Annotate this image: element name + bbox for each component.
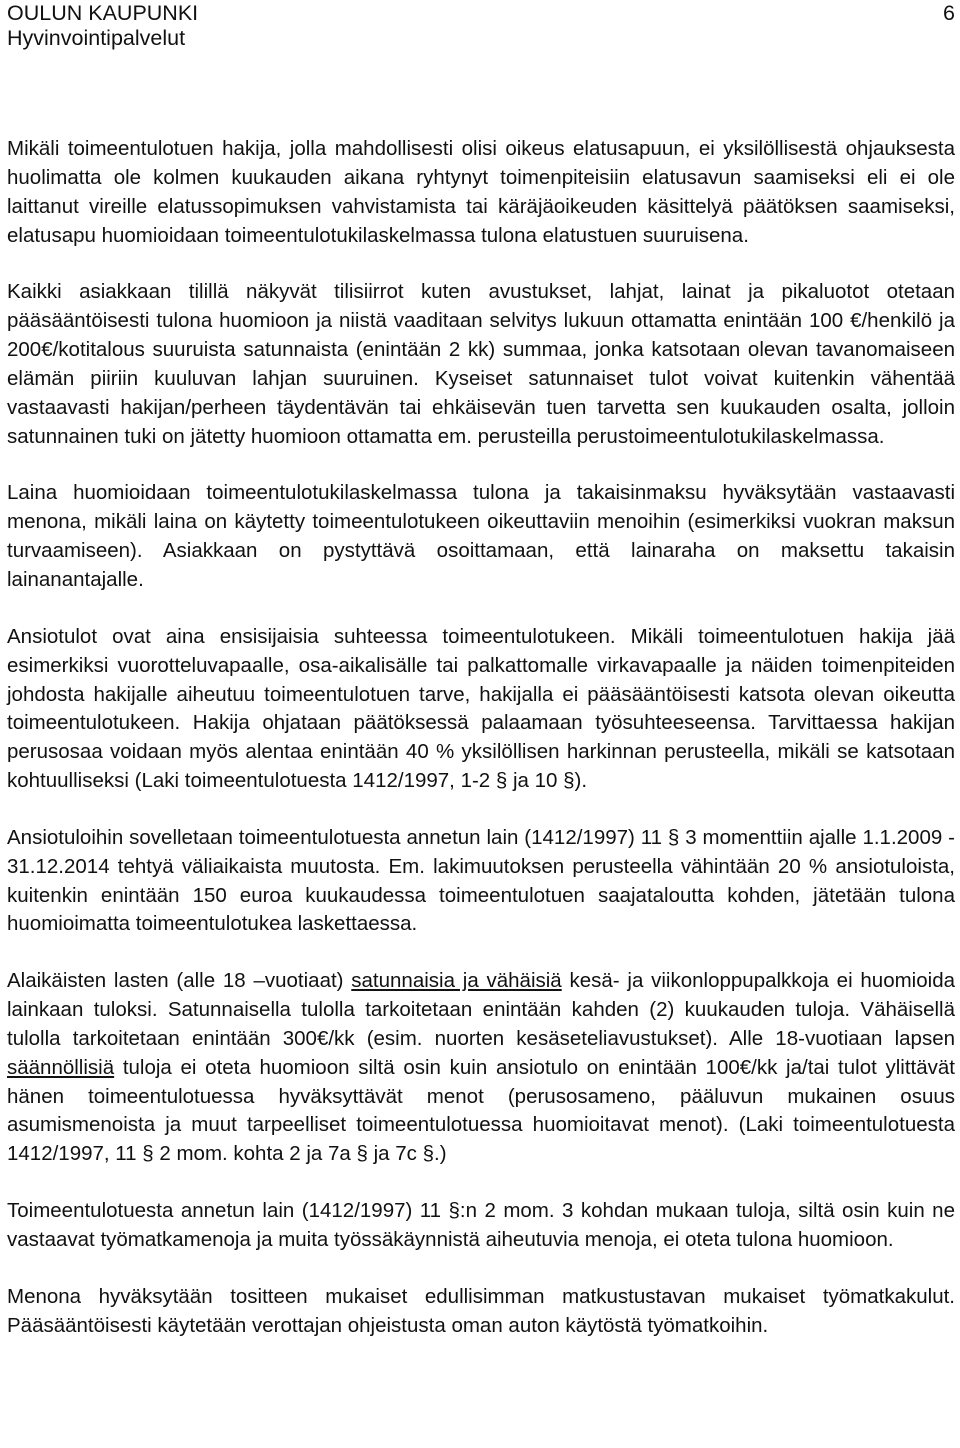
underlined-regular: säännöllisiä bbox=[7, 1055, 115, 1079]
document-page bbox=[7, 0, 955, 1337]
page-number: 6 bbox=[943, 1, 955, 25]
paragraph-commuting-expenses: Menona hyväksytään tositteen mukaiset edullisimman matkustustavan mukaiset työmatkakulut. Pääsääntöisesti käytetään verottajan ohjeistusta oman auton käytöstä työmatkoihin. bbox=[7, 1284, 955, 1337]
paragraph-earned-income: Ansiotulot ovat aina ensisijaisia suhteessa toimeentulotukeen. Mikäli toimeentulotuen hakija jää esimerkiksi vuorotteluvapaalle, osa-aikalisälle tai palkattomalle virkavapaalle ja näiden toimenpiteiden johdosta hakijalle aiheutuu toimeentulotuen tarve, hakijalla ei pääsääntöisesti katsota olevan oikeutta toimeentulotukeen. Hakija ohjataan päätöksessä palaamaan työsuhteeseensa. Tarvittaessa hakijan perusosaa voidaan myös alentaa enintään 40 % yksilöllisen harkinnan perusteella, mikäli se katsotaan kohtuulliseksi (Laki toimeentulotuesta 1412/1997, 1-2 § ja 10 §). bbox=[7, 624, 955, 793]
minors-text-middle: kesä- ja viikonloppupalkkoja ei huomioida lainkaan tuloksi. Satunnaisella tulolla tarkoitetaan enintään kahden (2) kuukauden tuloja. Vähäisellä tulolla tarkoitetaan enintään 300€/kk (esim. nuorten kesäseteliavustukset). Alle 18-vuotiaan lapsen bbox=[7, 969, 955, 1050]
paragraph-account-transfers: Kaikki asiakkaan tilillä näkyvät tilisiirrot kuten avustukset, lahjat, lainat ja pikaluotot otetaan pääsääntöisesti tulona huomioon ja niistä vaaditaan selvitys lukuun ottamatta enintään 100 €/henkilö ja 200€/kotitalous suuruista satunnaista (enintään 2 kk) summaa, jonka katsotaan olevan tavanomaiseen elämän piiriin kuuluvan lahjan suuruinen. Kyseiset satunnaiset tulot voivat kuitenkin vähentää vastaavasti hakijan/perheen täydentävän tai ehkäisevän tuen tarvetta sen kuukauden osalta, jolloin satunnainen tuki on jätetty huomioon ottamatta em. perusteilla perustoimeentulotukilaskelmassa. bbox=[7, 280, 955, 448]
page-header bbox=[7, 0, 955, 60]
paragraph-loans: Laina huomioidaan toimeentulotukilaskelmassa tulona ja takaisinmaksu hyväksytään vastaavasti menona, mikäli laina on käytetty toimeentulotukeen oikeuttaviin menoihin (esimerkiksi vuokran maksun turvaamiseen). Asiakkaan on pystyttävä osoittamaan, että lainaraha on maksettu takaisin lainanantajalle. bbox=[7, 481, 955, 591]
paragraph-minors-income bbox=[7, 967, 955, 1169]
paragraph-commuting-costs-law: Toimeentulotuesta annetun lain (1412/1997) 11 §:n 2 mom. 3 kohdan mukaan tuloja, siltä osin kuin ne vastaavat työmatkamenoja ja muita työssäkäynnistä aiheutuvia menoja, ei oteta tulona huomioon. bbox=[7, 1199, 955, 1251]
underlined-occasional-minor: satunnaisia ja vähäisiä bbox=[351, 969, 562, 993]
minors-text-after: tuloja ei oteta huomioon siltä osin kuin ansiotulo on enintään 100€/kk ja/tai tulot ylittävät hänen toimeentulotuessa hyväksyttävät menot (perusosameno, pääluvun mukainen osuus asumismenoista ja muut tarpeelliset toimeentulotuessa huomioitavat menot). (Laki toimeentulotuesta 1412/1997, 11 § 2 mom. kohta 2 ja 7a § ja 7c §.) bbox=[7, 1055, 955, 1166]
document-body bbox=[7, 135, 955, 1369]
minors-text-before: Alaikäisten lasten (alle 18 –vuotiaat) bbox=[7, 969, 352, 993]
paragraph-earned-income-deduction: Ansiotuloihin sovelletaan toimeentulotuesta annetun lain (1412/1997) 11 § 3 momenttiin ajalle 1.1.2009 - 31.12.2014 tehtyä väliaikaista muutosta. Em. lakimuutoksen perusteella vähintään 20 % ansiotuloista, kuitenkin enintään 150 euroa kuukaudessa toimeentulotuen saajataloutta kohden, jätetään tulona huomioimatta toimeentulotukea laskettaessa. bbox=[7, 825, 955, 936]
organization-name: OULUN KAUPUNKI bbox=[7, 1, 199, 25]
paragraph-child-support: Mikäli toimeentulotuen hakija, jolla mahdollisesti olisi oikeus elatusapuun, ei yksilöllisestä ohjauksesta huolimatta ole kolmen kuukauden aikana ryhtynyt toimenpiteisiin elatusavun saamiseksi eli ei ole laittanut vireille elatussopimuksen vahvistamista tai käräjäoikeuden käsittelyä päätöksen saamiseksi, elatusapu huomioidaan toimeentulotukilaskelmassa tulona elatustuen suuruisena. bbox=[7, 137, 955, 247]
department-name: Hyvinvointipalvelut bbox=[7, 26, 186, 50]
